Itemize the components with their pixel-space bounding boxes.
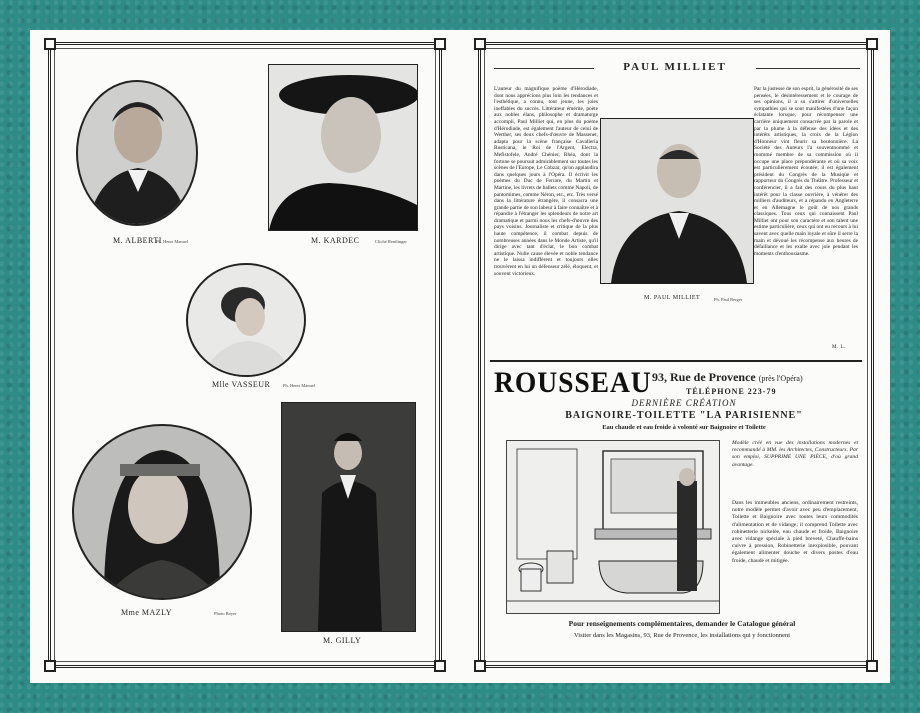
ad-tagline: DERNIÈRE CRÉATION <box>631 398 737 408</box>
caption-kardec: M. KARDEC <box>311 236 360 245</box>
ad-footer-1: Pour renseignements complémentaires, demander le Catalogue général <box>568 619 796 628</box>
gilly-portrait <box>281 402 416 632</box>
caption-vasseur: Mlle VASSEUR <box>212 380 271 389</box>
frame-ornament <box>866 660 878 672</box>
ad-product-sub: Eau chaude et eau froide à volonté sur Baignoire et Toilette <box>602 424 766 431</box>
article-signature: M. L. <box>832 345 846 350</box>
credit-alberti: Ph. Henri Manuel <box>156 239 189 244</box>
portrait-figure <box>282 403 415 631</box>
kardec-portrait <box>268 64 418 231</box>
credit-milliet: Ph. Paul Berger <box>714 297 743 302</box>
portrait-figure <box>601 119 753 283</box>
article-title: PAUL MILLIET <box>623 61 727 73</box>
frame-ornament <box>44 660 56 672</box>
mazly-portrait <box>72 424 252 600</box>
portrait-figure <box>74 426 250 598</box>
caption-alberti: M. ALBERTI <box>113 236 162 245</box>
frame-ornament <box>434 660 446 672</box>
ad-side-text-1: Modèle créé en vue des installations modernes et recommandé à MM. les Architectes, Constructeurs. Par son emploi, SUPPRIME UNE PIÈCE, d'où grand avantage. <box>732 440 858 468</box>
portrait-figure <box>78 82 196 224</box>
milliet-portrait <box>600 118 754 284</box>
credit-vasseur: Ph. Henri Manuel <box>283 383 316 388</box>
portrait-figure <box>269 65 417 230</box>
frame-ornament <box>866 38 878 50</box>
ad-rule <box>490 360 862 362</box>
ad-brand: ROUSSEAU <box>494 366 652 399</box>
article-column-1: L'auteur du magnifique poème d'Hérodiade, dont nous apprécions plus loin les tendances et l'esthétique, a connu, tout jeune, les joies ineffables du succès. Littérateur émérite, poète aux nobles élans, philosophe et dramaturge accompli, Paul Milliet qui, en plus du poème d'Hérodiade, est également l'auteur de celui de Werther, ses deux chefs-d'œuvre de Massenet, adapta pour la scène française Cavalleria Rusticana, le Roi de l'Argent, Electra, Mefistofele, André Chénier, Rhéa, dont la fortune se poursuit admirablement sur toutes les scènes de l'Europe, Le Cobzar, qu'on applaudira dans quelques jours à l'Opéra. Il écrivit les poèmes du Duc de Ferrare, du Martin et Martine, les livrets de ballets comme Napoli, de pantomimes, comme Néron, etc., etc. Très versé dans la littérature étrangère, il consacra une grande partie de son labeur à faire connaître et à répandre à l'étranger les splendeurs de notre art dramatique et parmi nous les chefs-d'œuvre des pays voisins. Journaliste et critique de la plus haute compétence, il combat depuis de nombreuses années dans le Monde Artiste, qu'il dirige avec tant d'éclat, le bon combat artistique. Nulle cause élevée et noble tendance ne le laissa indifférent et toujours elles trouvèrent en lui un défenseur zélé, éloquent, et souvent victorieux. <box>494 86 598 277</box>
credit-mazly: Photo Boyer <box>214 611 237 616</box>
frame-ornament <box>44 38 56 50</box>
ad-address-note: (près l'Opéra) <box>758 374 803 383</box>
frame-ornament <box>434 38 446 50</box>
portrait-figure <box>188 265 304 375</box>
ad-footer-2: Visiter dans les Magasins, 93, Rue de Provence, les installations qui y fonctionnent <box>573 632 791 639</box>
vasseur-portrait <box>186 263 306 377</box>
bathroom-illustration <box>506 440 720 614</box>
caption-gilly: M. GILLY <box>323 636 362 645</box>
bathtub-toilette-drawing <box>507 441 719 613</box>
title-rule-left <box>494 68 594 69</box>
ad-address <box>652 370 803 385</box>
caption-mazly: Mme MAZLY <box>121 608 173 617</box>
ad-side-text-2: Dans les immeubles anciens, ordinairement restreints, notre modèle permet d'avoir avec peu d'emplacement, Toilette et Baignoire avec toutes leurs commodités d'alimentation et de vidange; il comprend Toilette avec robinetterie nickelée, eau chaude et froide, Baignoire avec vidange spéciale à pied breveté, Chauffe-bains cuivre à pression, Robinetterie inexplosible, pouvant également alimenter douche et divers postes d'eau froide, chaude et mitigée. <box>732 500 858 564</box>
ad-telephone: TÉLÉPHONE 223-79 <box>686 387 777 396</box>
frame-ornament <box>474 38 486 50</box>
caption-milliet: M. PAUL MILLIET <box>644 295 701 301</box>
frame-ornament <box>474 660 486 672</box>
ad-product: BAIGNOIRE-TOILETTE "LA PARISIENNE" <box>565 410 803 421</box>
article-column-2: Par la justesse de son esprit, la générosité de ses pensées, le désintéressement et le courage de ses opinions, il a su s'attirer d'universelles sympathies qui se sont manifestées d'une façon éclatante lorsque, pour récompenser une carrière uniquement consacrée par la parole et par la plume à la défense des idées et des intérêts artistiques, la croix de la Légion d'Honneur vint fleurir sa boutonnière. La Société des Auteurs l'a souventnommé et rnommé membre de sa commission où il occupe une place prépondérante et où sa voix est particulièrement écoutée; il est également président du Congrès de la Musique et rapporteur du Congrès du Théâtre. Professeur et conférencier, il a fait des cours du plus haut intérêt pour la classe ouvrière, à vénérer des milliers d'auditeurs, et a répandu en Angleterre et en Allemagne le goût de nos grands classiques. Tous ceux qui connaissent Paul Milliet ont pour son caractère et son talent une estime particulière, ceux qui ont eu recours à lui savent avec quelle main loyale et sûre il serre la main et dévoué les récompense aux heures de défaillance et les exalte avec joie pendant les moments d'enthousiasme. <box>754 86 858 257</box>
credit-kardec: Cliché Reutlinger <box>375 239 407 244</box>
ad-address-street: 93, Rue de Provence <box>652 370 756 384</box>
alberti-portrait <box>76 80 198 226</box>
title-rule-right <box>756 68 860 69</box>
